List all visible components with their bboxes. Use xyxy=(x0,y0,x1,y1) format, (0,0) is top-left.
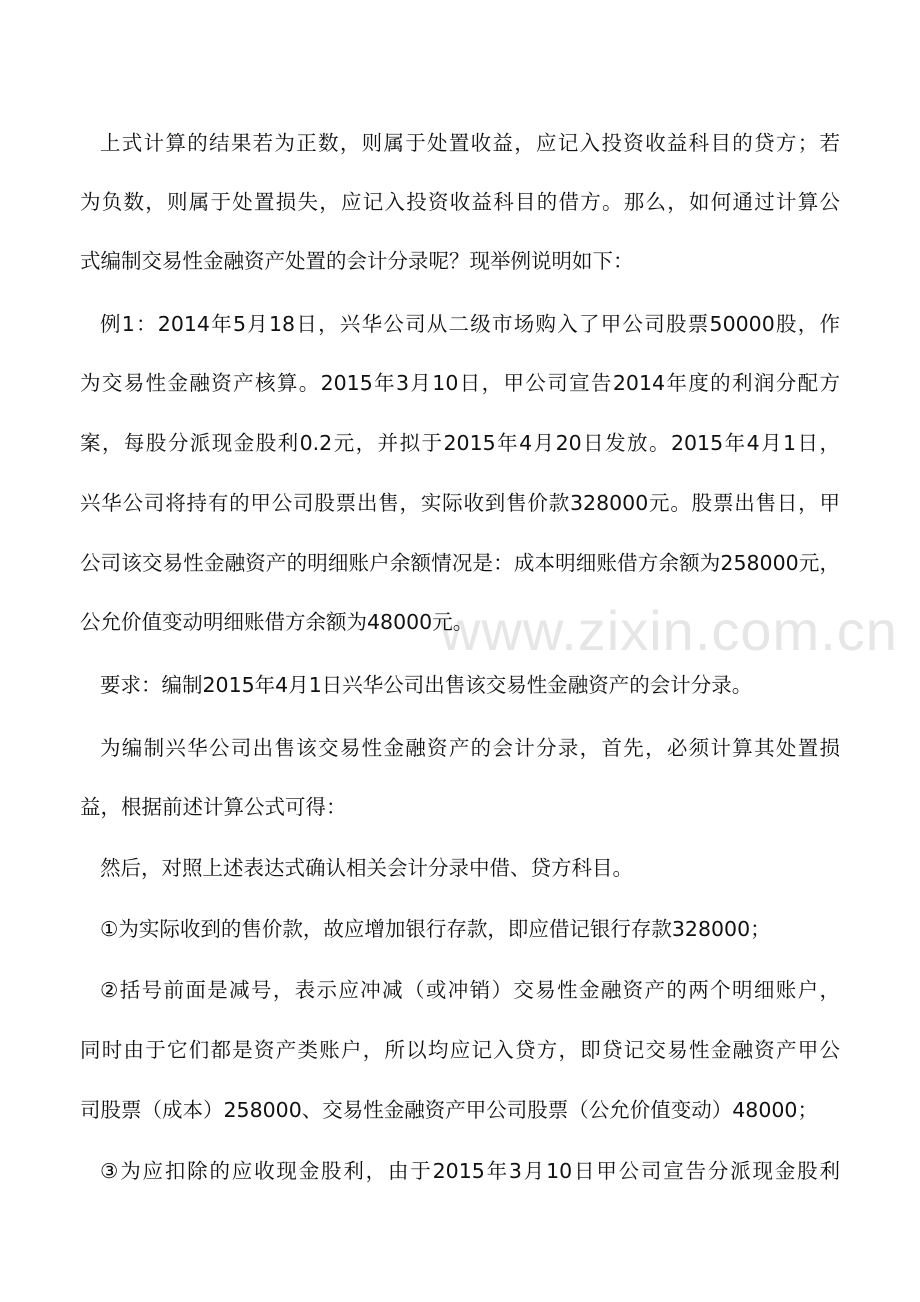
paragraph-line: 上式计算的结果若为正数，则属于处置收益，应记入投资收益科目的贷方；若 xyxy=(100,131,840,155)
paragraph-line: 然后，对照上述表达式确认相关会计分录中借、贷方科目。 xyxy=(100,856,633,880)
paragraph-line: 公司该交易性金融资产的明细账户余额情况是：成本明细账借方余额为258000元， xyxy=(80,551,840,575)
paragraph-line: ③为应扣除的应收现金股利，由于2015年3月10日甲公司宣告分派现金股利 xyxy=(100,1159,840,1183)
paragraph-line: 要求：编制2015年4月1日兴华公司出售该交易性金融资产的会计分录。 xyxy=(100,673,753,697)
watermark: www.zixin.com.cn xyxy=(440,599,898,662)
paragraph-line: 为负数，则属于处置损失，应记入投资收益科目的借方。那么，如何通过计算公 xyxy=(80,190,840,214)
paragraph-line: 例1：2014年5月18日，兴华公司从二级市场购入了甲公司股票50000股，作 xyxy=(100,312,840,336)
paragraph-line: 公允价值变动明细账借方余额为48000元。 xyxy=(80,610,474,634)
paragraph-line: ①为实际收到的售价款，故应增加银行存款，即应借记银行存款328000； xyxy=(100,917,771,941)
paragraph-line: 司股票（成本）258000、交易性金融资产甲公司股票（公允价值变动）48000； xyxy=(80,1098,818,1122)
paragraph-line: 式编制交易性金融资产处置的会计分录呢？现举例说明如下： xyxy=(80,249,634,273)
paragraph-line: 益，根据前述计算公式可得： xyxy=(80,795,347,819)
paragraph-line: ②括号前面是减号，表示应冲减（或冲销）交易性金融资产的两个明细账户， xyxy=(100,978,840,1002)
paragraph-line: 为交易性金融资产核算。2015年3月10日，甲公司宣告2014年度的利润分配方 xyxy=(80,371,840,395)
paragraph-line: 为编制兴华公司出售该交易性金融资产的会计分录，首先，必须计算其处置损 xyxy=(100,736,840,760)
paragraph-line: 同时由于它们都是资产类账户，所以均应记入贷方，即贷记交易性金融资产甲公 xyxy=(80,1038,840,1062)
paragraph-line: 案，每股分派现金股利0.2元，并拟于2015年4月20日发放。2015年4月1日， xyxy=(80,431,840,455)
paragraph-line: 兴华公司将持有的甲公司股票出售，实际收到售价款328000元。股票出售日，甲 xyxy=(80,491,840,515)
